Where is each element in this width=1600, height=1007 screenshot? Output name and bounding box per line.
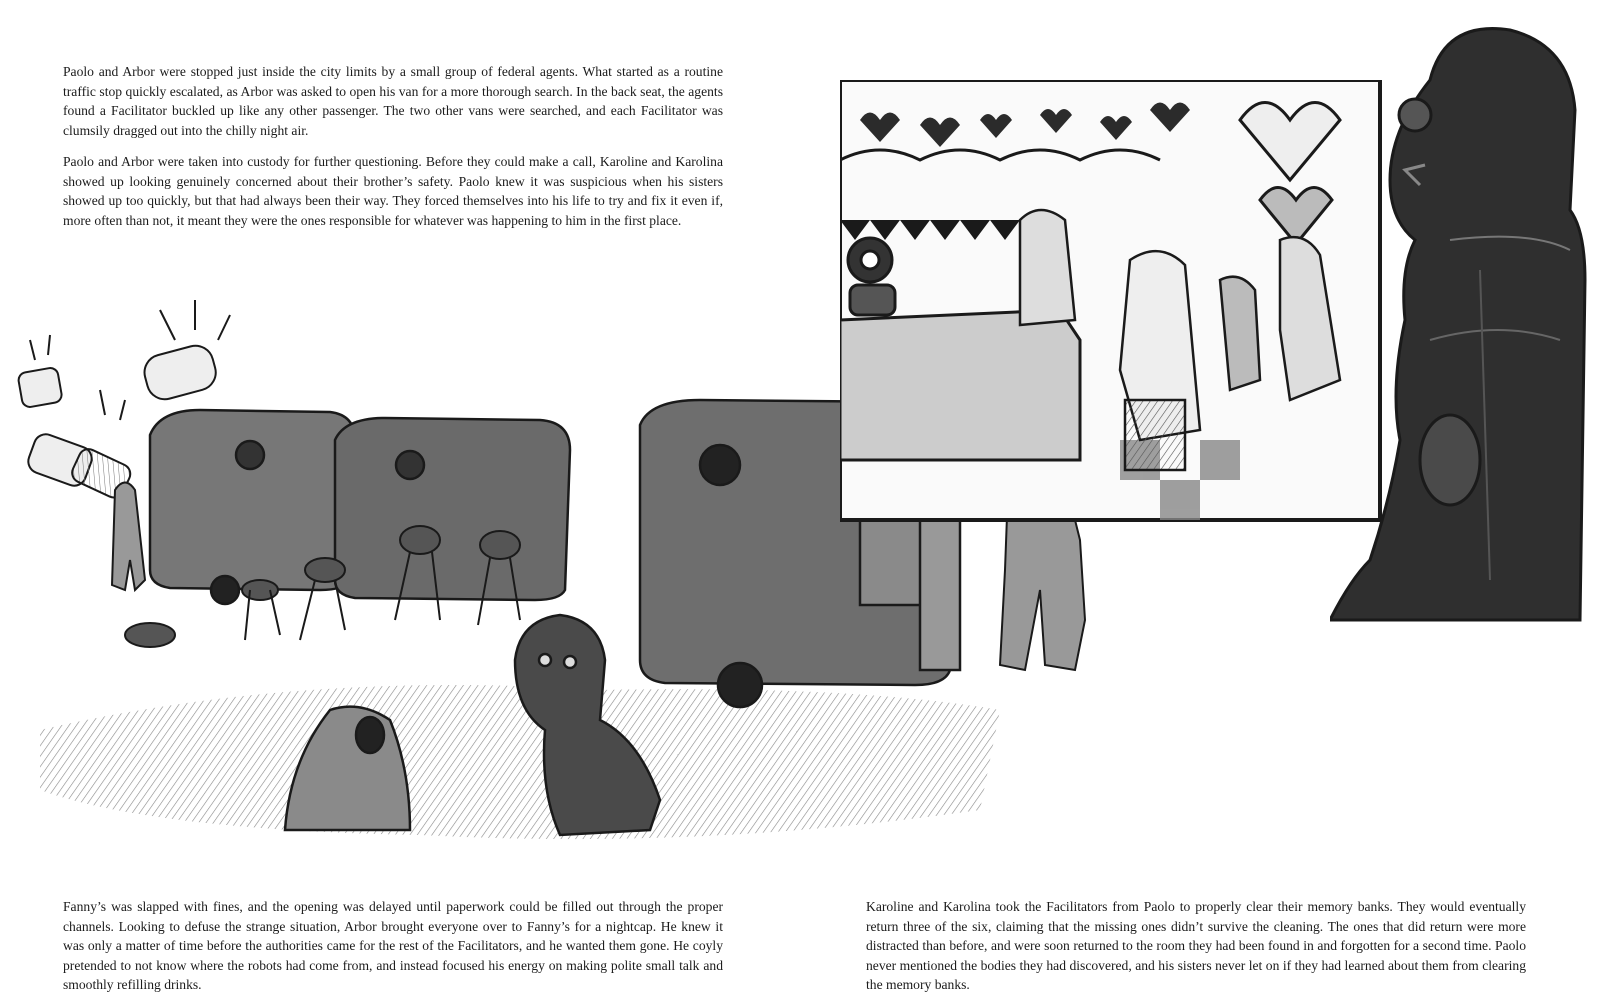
tall-robot-illustration [1330, 20, 1600, 640]
top-text-block [63, 62, 723, 242]
van-2 [335, 418, 570, 600]
paragraph-traffic-stop: Paolo and Arbor were stopped just inside the city limits by a small group of federal agents. What started as a routine traffic stop quickly escalated, as Arbor was asked to open his van for a more thorough search. In the back seat, the agents found a Facilitator buckled up like any other passenger. The two other vans were searched, and each Facilitator was clumsily dragged out into the chilly night air. [63, 64, 723, 138]
paragraph-memory-banks: Karoline and Karolina took the Facilitators from Paolo to properly clear their memory banks. They would eventually return three of the six, claiming that the missing ones didn’t survive the cleaning. The ones that did return were more distracted than before, and were soon returned to the room they had been found in and forgotten for a second time. Paolo never mentioned the bodies they had discovered, and his sisters never let on if they had learned about them from clearing the memory banks. [866, 899, 1526, 992]
bottom-right-text-block [866, 897, 1526, 1007]
ground-shadow [40, 685, 1000, 839]
bar-counter [840, 310, 1080, 460]
bar-interior-illustration [840, 80, 1400, 540]
bottom-left-text-block [63, 897, 723, 1007]
paragraph-custody: Paolo and Arbor were taken into custody for further questioning. Before they could make a call, Karoline and Karolina showed up looking genuinely concerned about their brother’s safety. Paolo knew it was suspicious when his sisters showed up too quickly, but that had always been their way. They forced themselves into his life to try and fix it even if, more often than not, it meant they were the ones responsible for whatever was happening to him in the first place. [63, 154, 723, 228]
paragraph-fannys-fines: Fanny’s was slapped with fines, and the opening was delayed until paperwork could be filled out through the proper channels. Looking to defuse the strange situation, Arbor brought everyone over to Fanny’s for a nightcap. He knew it was only a matter of time before the authorities came for the rest of the Facilitators, and he wanted them gone. He coyly pretended to not know where the robots had come from, and instead focused his energy on making polite small talk and smoothly refilling drinks. [63, 899, 723, 992]
